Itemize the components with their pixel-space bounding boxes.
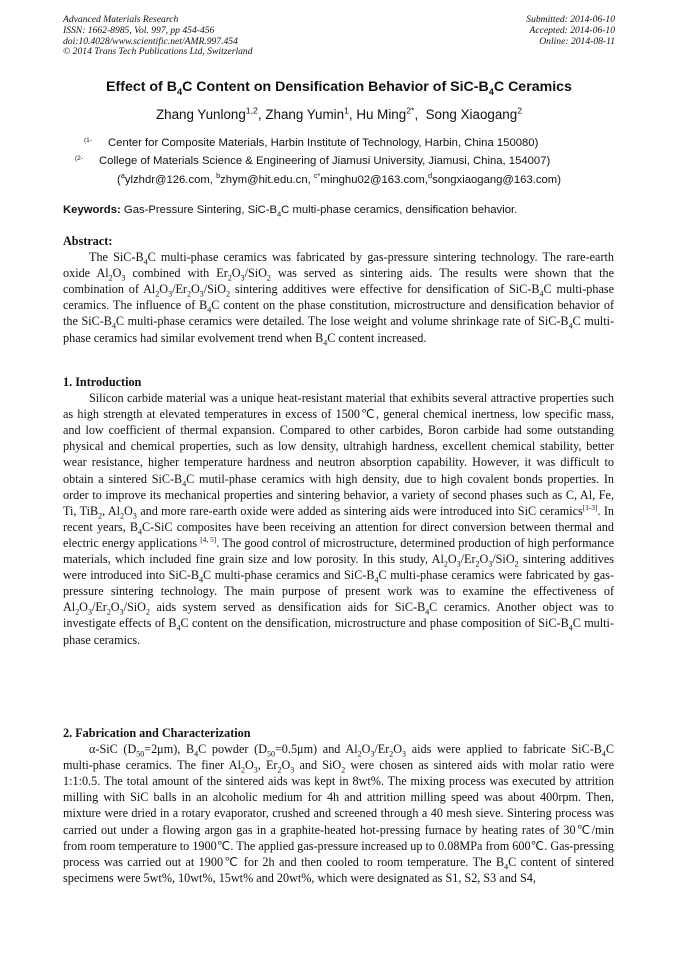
author: Zhang Yumin	[265, 107, 345, 122]
journal-info	[63, 15, 253, 58]
author: Zhang Yunlong	[155, 107, 246, 122]
accepted-date: Accepted: 2014-06-10	[529, 24, 615, 36]
issn: ISSN: 1662-8985, Vol. 997, pp 454-456	[63, 24, 215, 36]
journal-name: Advanced Materials Research	[63, 14, 179, 25]
keywords-label: Keywords:	[63, 204, 121, 216]
affiliation-1: Center for Composite Materials, Harbin Institute of Technology, Harbin, China 150080)	[108, 137, 539, 149]
affiliation-2: College of Materials Science & Engineering of Jiamusi University, Jiamusi, China, 154007)	[99, 155, 551, 167]
abstract-heading: Abstract:	[63, 234, 113, 248]
email-list: ($^a$ylzhdr@126.com, $^b$zhym@hit.edu.cn, $^{c*}$minghu02@163.com,$^d$songxiaogang@163.com)	[117, 171, 561, 186]
dates-info	[526, 15, 615, 47]
abstract-text: The SiC-$B_4C$ multi-phase ceramics was fabricated by gas-pressure sintering technology. The rare-earth oxide $Al_2O_3$ combined with $Er_2O_3/SiO_2$ was served as sintering aids. The results were shown that the combination of $Al_2O_3/Er_2O_3/SiO_2$ sintering additives were effective for densification of SiC-$B_4C$ multi-phase ceramics. The influence of $B_4C$ content on the phase constitution, microstructure and densification behavior of the SiC-$B_4C$ multi-phase ceramics were detailed. The lose weight and volume shrinkage rate of SiC-$B_4C$ multi-phase ceramics had similar evolvement trend when $B_4C$ content increased.	[63, 250, 615, 347]
keywords: Keywords: Gas-Pressure Sintering, SiC-$B_4C$ multi-phase ceramics, densification behavior.	[63, 204, 518, 219]
copyright: © 2014 Trans Tech Publications Ltd, Switzerland	[63, 46, 253, 58]
section-introduction	[63, 374, 614, 648]
submitted-date: Submitted: 2014-06-10	[526, 14, 615, 25]
section-fabrication	[63, 725, 614, 886]
doi: doi:10.4028/www.scientific.net/AMR.997.454	[63, 35, 238, 47]
author: Hu Ming	[356, 107, 407, 122]
author: Song Xiaogang	[425, 107, 518, 122]
affiliation-mark: (1-	[84, 137, 92, 144]
paragraph: Silicon carbide material was a unique heat-resistant material that exhibits several attractive properties such as high strength at elevated temperatures in excess of 1500℃, general chemical inertness, low specific mass, and low coefficient of thermal expansion. Compared to other carbides, Boron carbide had some outstanding physical and chemical properties, such as low density, ultrahigh hardness, excellent chemical stability, better wear resistance, higher temperature hardness and neutron absorption capability. However, it was difficult to obtain a sintered SiC-$B_4C$ mutil-phase ceramics with high density, due to high covalent bonds properties. In order to improve its mechanical properties and sintering behavior, a variety of second phases such as C, Al, Fe, Ti, TiB$_2$, $Al_2O_3$ and more rare-earth oxide were added as sintering aids were introduced into SiC ceramics[1-3]. In recent years, $B_4C$-SiC composites have been receiving an attention for direct conversion between thermal and electric energy applications [4, 5]. The good control of microstructure, determined production of high performance materials, which included fine grain size and low porosity. In this study, $Al_2O_3/Er_2O_3/SiO_2$ sintering additives were introduced into SiC-$B_4C$ multi-phase ceramics and SiC-$B_4C$ multi-phase ceramics were fabricated by gas-pressure sintering technology. The main purpose of present work was to examine the effectiveness of $Al_2O_3/Er_2O_3/SiO_2$ aids system served as densification aids for SiC-$B_4C$ ceramics. Another object was to investigate effects of $B_4C$ content on the densification, microstructure and phase composition of SiC-$B_4C$ multi-phase ceramics.	[63, 391, 615, 647]
section-heading: 1. Introduction	[63, 375, 142, 389]
affiliation-mark: (2-	[75, 155, 83, 162]
author-list: Zhang Yunlong$^{1,2}$, Zhang Yumin$^1$, Hu Ming$^{2*}$, Song Xiaogang$^2$	[155, 105, 523, 122]
paragraph: α-SiC $(D_{50}=2\mu m)$, $B_4C$ powder $(D_{50}=0.5\mu m)$ and $Al_2O_3/Er_2O_3$ aids were applied to fabricate SiC-$B_4C$ multi-phase ceramics. The finer $Al_2O_3$, $Er_2O_3$ and SiO$_2$ were chosen as sintered aids with molar ratio were 1:1:0.5. The total amount of the sintered aids was kept in 8wt%. The mixing process was executed by attrition milling with SiC balls in an alcoholic medium for 4h and attrition milling speed was about 400rpm. Then, mixture were dried in a rotary evaporator, crushed and screened through a 40 mesh sieve. Sintering process was carried out under a flowing argon gas in a graphite-heated hot-pressing furnace by heating rates of 30℃/min from room temperature to 1900℃. The applied gas-pressure increased up to 0.08MPa from 600℃. Gas-pressing process was carried out at 1900℃ for 2h and then cooled to room temperature. The $B_4C$ content of sintered specimens were 5wt%, 10wt%, 15wt% and 20wt%, which were designated as S1, S2, S3 and S4,	[63, 742, 615, 885]
abstract	[63, 233, 614, 346]
section-heading: 2. Fabrication and Characterization	[63, 726, 251, 740]
paper-title: Effect of $B_4C$ Content on Densification Behavior of SiC-$B_4C$ Ceramics	[106, 79, 572, 97]
online-date: Online: 2014-08-11	[539, 35, 615, 47]
